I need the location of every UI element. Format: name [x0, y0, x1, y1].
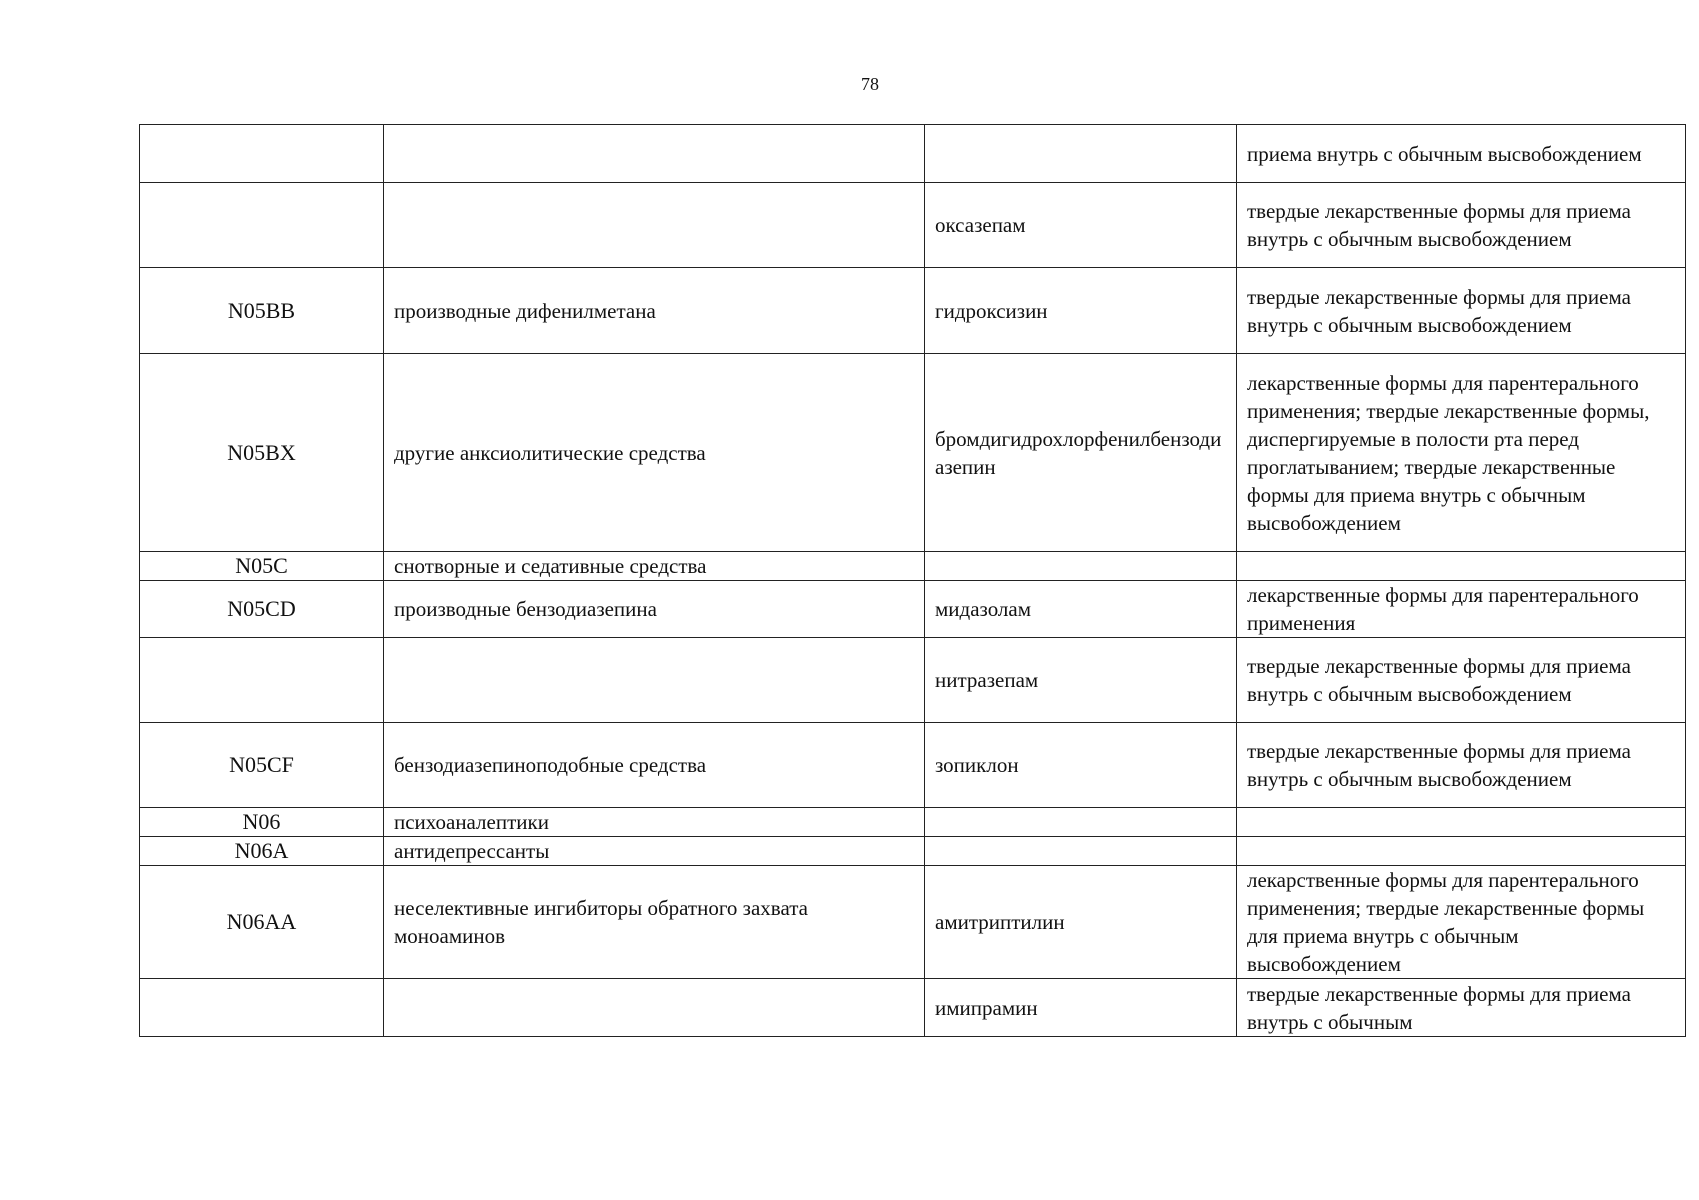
dosage-form-cell: [1237, 837, 1686, 866]
table-row: [140, 638, 1686, 723]
table-row: [140, 268, 1686, 354]
table-row: [140, 183, 1686, 268]
pharmacological-group-cell: неселективные ингибиторы обратного захвата моноаминов: [384, 866, 925, 979]
atc-code-cell: [140, 638, 384, 723]
pharmacological-group-cell: снотворные и седативные средства: [384, 552, 925, 581]
dosage-form-cell: [1237, 808, 1686, 837]
dosage-form-cell: твердые лекарственные формы для приема внутрь с обычным высвобождением: [1237, 723, 1686, 808]
dosage-form-cell: [1237, 552, 1686, 581]
pharmacological-group-cell: бензодиазепиноподобные средства: [384, 723, 925, 808]
drug-name-cell: нитразепам: [925, 638, 1237, 723]
drug-name-cell: [925, 552, 1237, 581]
drug-name-cell: амитриптилин: [925, 866, 1237, 979]
drug-name-cell: [925, 837, 1237, 866]
table-row: [140, 581, 1686, 638]
table-row: [140, 979, 1686, 1037]
dosage-form-cell: лекарственные формы для парентерального применения: [1237, 581, 1686, 638]
atc-code-cell: N05CD: [140, 581, 384, 638]
drug-name-cell: [925, 808, 1237, 837]
pharmacological-group-cell: [384, 125, 925, 183]
page-number: 78: [861, 74, 879, 94]
table-row: [140, 125, 1686, 183]
pharmacological-group-cell: антидепрессанты: [384, 837, 925, 866]
drug-table: [139, 124, 1686, 1037]
dosage-form-cell: твердые лекарственные формы для приема внутрь с обычным высвобождением: [1237, 183, 1686, 268]
table-row: [140, 837, 1686, 866]
atc-code-cell: [140, 125, 384, 183]
dosage-form-cell: приема внутрь с обычным высвобождением: [1237, 125, 1686, 183]
pharmacological-group-cell: [384, 183, 925, 268]
pharmacological-group-cell: производные дифенилметана: [384, 268, 925, 354]
atc-code-cell: [140, 183, 384, 268]
drug-name-cell: гидроксизин: [925, 268, 1237, 354]
table-row: [140, 552, 1686, 581]
pharmacological-group-cell: другие анксиолитические средства: [384, 354, 925, 552]
drug-name-cell: мидазолам: [925, 581, 1237, 638]
table-row: [140, 866, 1686, 979]
drug-name-cell: имипрамин: [925, 979, 1237, 1037]
atc-code-cell: [140, 979, 384, 1037]
table-row: [140, 808, 1686, 837]
atc-code-cell: N05BB: [140, 268, 384, 354]
drug-name-cell: бромдигидрохлорфенилбензодиазепин: [925, 354, 1237, 552]
dosage-form-cell: лекарственные формы для парентерального применения; твердые лекарственные формы для приема внутрь с обычным высвобождением: [1237, 866, 1686, 979]
pharmacological-group-cell: психоаналептики: [384, 808, 925, 837]
atc-code-cell: N05BX: [140, 354, 384, 552]
dosage-form-cell: твердые лекарственные формы для приема внутрь с обычным высвобождением: [1237, 638, 1686, 723]
dosage-form-cell: твердые лекарственные формы для приема внутрь с обычным высвобождением: [1237, 268, 1686, 354]
drug-name-cell: оксазепам: [925, 183, 1237, 268]
atc-code-cell: N06: [140, 808, 384, 837]
table-row: [140, 354, 1686, 552]
dosage-form-cell: лекарственные формы для парентерального применения; твердые лекарственные формы, диспергируемые в полости рта перед проглатыванием; твердые лекарственные формы для приема внутрь с обычным высвобождением: [1237, 354, 1686, 552]
drug-name-cell: [925, 125, 1237, 183]
dosage-form-cell: твердые лекарственные формы для приема внутрь с обычным: [1237, 979, 1686, 1037]
table-row: [140, 723, 1686, 808]
atc-code-cell: N06A: [140, 837, 384, 866]
atc-code-cell: N05C: [140, 552, 384, 581]
atc-code-cell: N06AA: [140, 866, 384, 979]
atc-code-cell: N05CF: [140, 723, 384, 808]
pharmacological-group-cell: [384, 979, 925, 1037]
drug-name-cell: зопиклон: [925, 723, 1237, 808]
pharmacological-group-cell: [384, 638, 925, 723]
pharmacological-group-cell: производные бензодиазепина: [384, 581, 925, 638]
